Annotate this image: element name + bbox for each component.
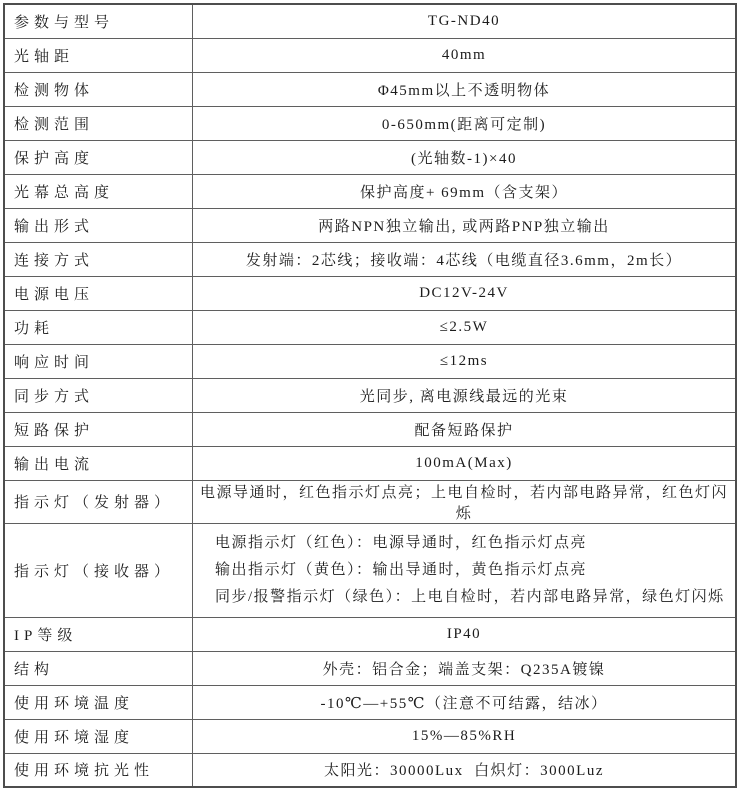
param-value-line: 电源指示灯（红色）：电源导通时，红色指示灯点亮 <box>215 534 588 551</box>
param-value: DC12V-24V <box>193 276 737 310</box>
param-value: 40mm <box>193 38 737 72</box>
table-row <box>4 378 736 412</box>
param-value: 电源导通时，红色指示灯点亮；上电自检时，若内部电路异常，红色灯闪烁 <box>193 480 737 523</box>
param-label: 光幕总高度 <box>4 174 193 208</box>
table-row <box>4 208 736 242</box>
param-value: TG-ND40 <box>193 4 737 38</box>
param-value: 0-650mm(距离可定制) <box>193 106 737 140</box>
param-label: 光轴距 <box>4 38 193 72</box>
param-value: Φ45mm以上不透明物体 <box>193 72 737 106</box>
param-label: 使用环境湿度 <box>4 719 193 753</box>
table-row <box>4 344 736 378</box>
param-label: 参数与型号 <box>4 4 193 38</box>
param-label: 使用环境抗光性 <box>4 753 193 787</box>
param-value: 配备短路保护 <box>193 412 737 446</box>
param-label: 功耗 <box>4 310 193 344</box>
table-row <box>4 140 736 174</box>
table-row <box>4 310 736 344</box>
table-row <box>4 753 736 787</box>
table-row <box>4 523 736 617</box>
table-row <box>4 72 736 106</box>
param-value: 保护高度+ 69mm（含支架） <box>193 174 737 208</box>
param-value: ≤2.5W <box>193 310 737 344</box>
param-label: 电源电压 <box>4 276 193 310</box>
param-label: 使用环境温度 <box>4 685 193 719</box>
param-label: 同步方式 <box>4 378 193 412</box>
table-row <box>4 4 736 38</box>
table-row <box>4 38 736 72</box>
param-label: 检测物体 <box>4 72 193 106</box>
param-value: IP40 <box>193 617 737 651</box>
param-value: 100mA(Max) <box>193 446 737 480</box>
param-value: 光同步, 离电源线最远的光束 <box>193 378 737 412</box>
table-row <box>4 685 736 719</box>
param-label: 指示灯（发射器） <box>4 480 193 523</box>
param-label: 结构 <box>4 651 193 685</box>
table-row <box>4 242 736 276</box>
param-value: (光轴数-1)×40 <box>193 140 737 174</box>
param-label: 输出电流 <box>4 446 193 480</box>
spec-table <box>3 3 737 788</box>
param-label: 连接方式 <box>4 242 193 276</box>
table-row <box>4 617 736 651</box>
param-label: 短路保护 <box>4 412 193 446</box>
param-value-line: 输出指示灯（黄色）：输出导通时，黄色指示灯点亮 <box>215 561 588 578</box>
table-row <box>4 106 736 140</box>
param-label: 保护高度 <box>4 140 193 174</box>
param-value: -10℃—+55℃（注意不可结露，结冰） <box>193 685 737 719</box>
param-value: 两路NPN独立输出, 或两路PNP独立输出 <box>193 208 737 242</box>
param-value: 15%—85%RH <box>193 719 737 753</box>
param-value <box>193 523 737 617</box>
param-label: 检测范围 <box>4 106 193 140</box>
table-row <box>4 276 736 310</box>
table-row <box>4 719 736 753</box>
param-value: 发射端：2芯线；接收端：4芯线（电缆直径3.6mm，2m长） <box>193 242 737 276</box>
param-value: 外壳：铝合金；端盖支架：Q235A镀镍 <box>193 651 737 685</box>
param-value-line: 同步/报警指示灯（绿色）：上电自检时，若内部电路异常，绿色灯闪烁 <box>215 588 725 605</box>
param-label: IP等级 <box>4 617 193 651</box>
param-label: 指示灯（接收器） <box>4 523 193 617</box>
table-row <box>4 412 736 446</box>
table-row <box>4 480 736 523</box>
param-value: ≤12ms <box>193 344 737 378</box>
table-row <box>4 446 736 480</box>
table-row <box>4 651 736 685</box>
param-label: 响应时间 <box>4 344 193 378</box>
param-value: 太阳光：30000Lux 白炽灯：3000Luz <box>193 753 737 787</box>
table-row <box>4 174 736 208</box>
param-label: 输出形式 <box>4 208 193 242</box>
